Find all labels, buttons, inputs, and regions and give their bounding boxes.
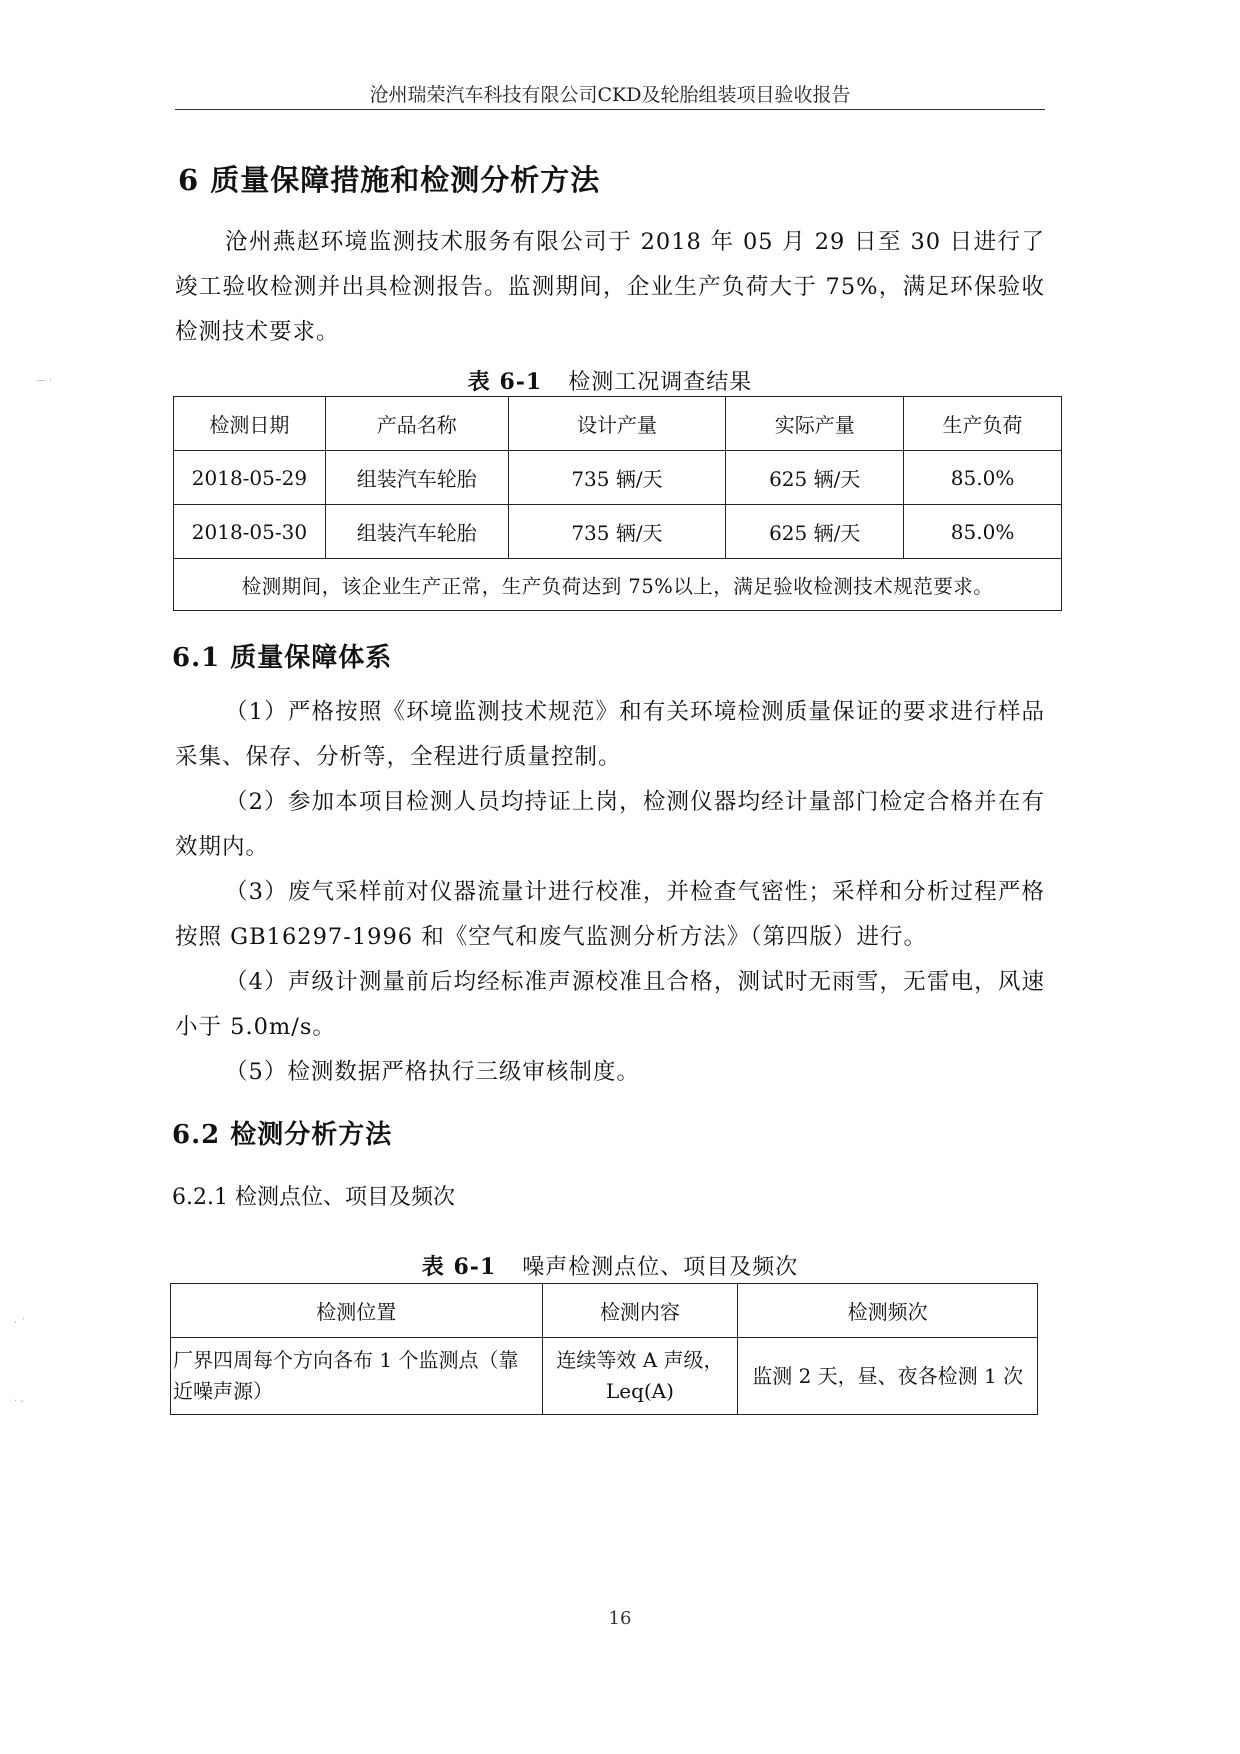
scan-artifact: · ˊ <box>14 1318 26 1329</box>
qa-item-3: （3）废气采样前对仪器流量计进行校准，并检查气密性；采样和分析过程严格按照 GB16297-1996 和《空气和废气监测分析方法》（第四版）进行。 <box>175 879 1045 950</box>
column-header: 实际产量 <box>726 397 904 451</box>
table-cell: 735 辆/天 <box>508 505 726 559</box>
table-cell: 625 辆/天 <box>726 505 904 559</box>
table-workload-survey <box>173 396 1062 611</box>
table-row <box>174 451 1062 505</box>
table-header-row <box>174 397 1062 451</box>
section-6-1-heading: 6.1 质量保障体系 <box>172 643 393 673</box>
table-cell: 85.0% <box>904 505 1062 559</box>
intro-line-1: 沧州燕赵环境监测技术服务有限公司于 2018 年 05 月 29 日至 30 日进行了竣 <box>175 229 1045 300</box>
table-cell: 2018-05-29 <box>174 451 326 505</box>
intro-rest: 工验收检测并出具检测报告。监测期间，企业生产负荷大于 75%，满足环保验收检测技术要求。 <box>175 274 1045 345</box>
table-cell: 735 辆/天 <box>508 451 726 505</box>
table-cell: 组装汽车轮胎 <box>325 451 508 505</box>
table-1-caption-number: 表 6-1 <box>467 369 543 395</box>
qa-item-5: （5）检测数据严格执行三级审核制度。 <box>225 1059 640 1085</box>
table-cell: 组装汽车轮胎 <box>325 505 508 559</box>
section-6-heading: 6 质量保障措施和检测分析方法 <box>178 163 601 197</box>
table-row <box>174 505 1062 559</box>
qa-item-4: （4）声级计测量前后均经标准声源校准且合格，测试时无雨雪，无雷电，风速小于 5.0m/s。 <box>175 969 1045 1040</box>
column-header: 设计产量 <box>508 397 726 451</box>
column-header: 检测内容 <box>542 1284 738 1338</box>
table-cell: 监测 2 天，昼、夜各检测 1 次 <box>738 1338 1038 1415</box>
column-header: 检测位置 <box>171 1284 543 1338</box>
section-6-2-1-heading: 6.2.1 检测点位、项目及频次 <box>172 1185 455 1210</box>
table-header-row <box>171 1284 1038 1338</box>
table-noise-monitoring <box>170 1283 1038 1415</box>
table-note-row <box>174 559 1062 611</box>
scan-artifact: · ‐ <box>14 1396 24 1407</box>
table-cell: 85.0% <box>904 451 1062 505</box>
qa-item-2: （2）参加本项目检测人员均持证上岗，检测仪器均经计量部门检定合格并在有效期内。 <box>175 789 1045 860</box>
scan-artifact: — · <box>36 375 53 386</box>
section-6-intro <box>175 220 1045 355</box>
running-header: 沧州瑞荣汽车科技有限公司CKD及轮胎组装项目验收报告 <box>369 84 851 106</box>
table-note: 检测期间，该企业生产正常，生产负荷达到 75%以上，满足验收检测技术规范要求。 <box>174 559 1062 611</box>
table-2-caption-title: 噪声检测点位、项目及频次 <box>522 1255 799 1280</box>
header-rule <box>175 109 1045 110</box>
column-header: 检测日期 <box>174 397 326 451</box>
table-2-caption-number: 表 6-1 <box>421 1254 497 1280</box>
table-2-caption <box>175 1250 1045 1281</box>
qa-item-1: （1）严格按照《环境监测技术规范》和有关环境检测质量保证的要求进行样品采集、保存、分析等，全程进行质量控制。 <box>175 699 1045 770</box>
column-header: 检测频次 <box>738 1284 1038 1338</box>
table-cell: 2018-05-30 <box>174 505 326 559</box>
table-1-caption <box>175 365 1045 396</box>
column-header: 生产负荷 <box>904 397 1062 451</box>
table-cell: 连续等效 A 声级，Leq(A) <box>542 1338 738 1415</box>
table-row <box>171 1338 1038 1415</box>
column-header: 产品名称 <box>325 397 508 451</box>
table-cell: 厂界四周每个方向各布 1 个监测点（靠近噪声源） <box>171 1338 543 1415</box>
section-6-2-heading: 6.2 检测分析方法 <box>172 1120 393 1150</box>
table-1-caption-title: 检测工况调查结果 <box>568 370 753 395</box>
page-number: 16 <box>608 1608 632 1629</box>
table-cell: 625 辆/天 <box>726 451 904 505</box>
